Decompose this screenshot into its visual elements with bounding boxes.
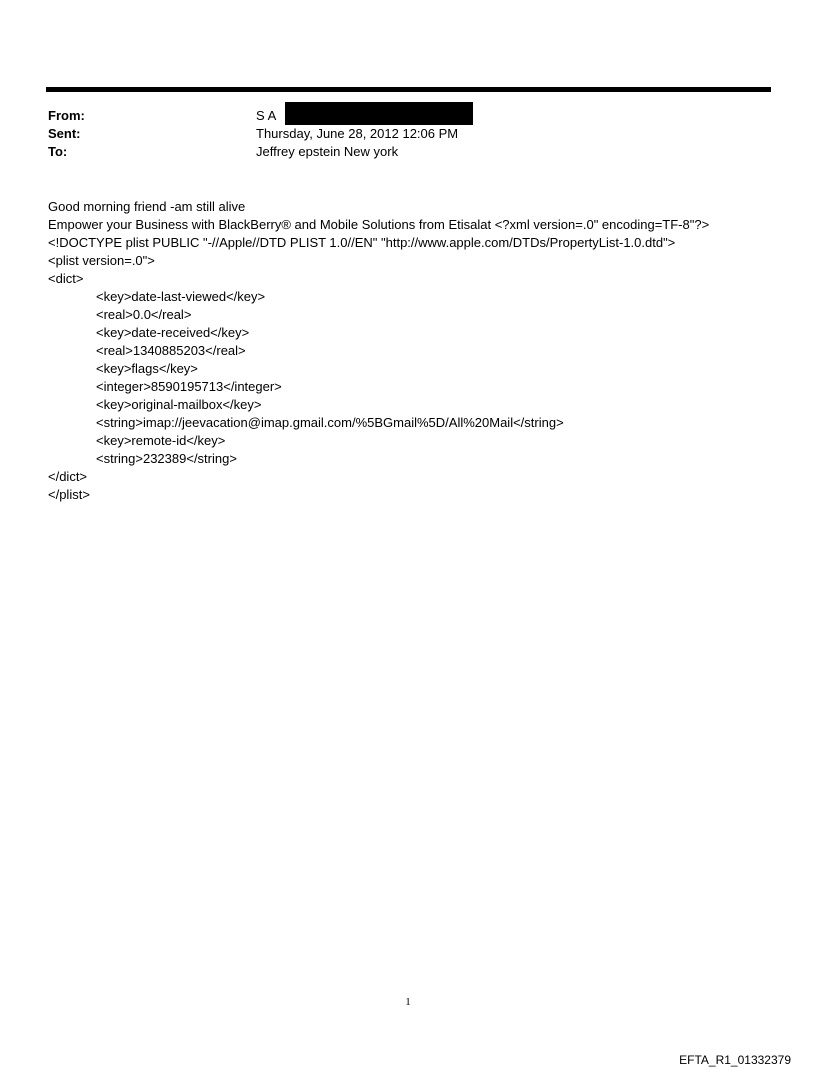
sent-value: Thursday, June 28, 2012 12:06 PM [256,126,459,141]
body-line: <integer>8590195713</integer> [96,379,282,394]
message-body [48,198,778,504]
body-line: <key>original-mailbox</key> [96,397,262,412]
body-line: <key>remote-id</key> [96,433,226,448]
to-value: Jeffrey epstein New york [256,144,399,159]
body-line: Good morning friend -am still alive [48,199,246,214]
body-line: <plist version=.0"> [48,253,155,268]
body-line: <key>date-last-viewed</key> [96,289,266,304]
body-line: </plist> [48,487,90,502]
from-value: S A [256,108,277,123]
document-id: EFTA_R1_01332379 [679,1053,791,1067]
page-number: 1 [405,996,411,1008]
to-label: To: [48,144,68,159]
body-line: <!DOCTYPE plist PUBLIC "-//Apple//DTD PLIST 1.0//EN" "http://www.apple.com/DTDs/PropertyList-1.0.dtd"> [48,235,676,250]
body-line: </dict> [48,469,88,484]
body-line: Empower your Business with BlackBerry® and Mobile Solutions from Etisalat <?xml version=.0" encoding=TF-8"?> [48,217,710,232]
header-rule [46,87,771,92]
sent-label: Sent: [48,126,81,141]
from-label: From: [48,108,85,123]
body-line: <key>date-received</key> [96,325,250,340]
body-line: <string>imap://jeevacation@imap.gmail.com/%5BGmail%5D/All%20Mail</string> [96,415,564,430]
body-line: <string>232389</string> [96,451,237,466]
body-line: <dict> [48,271,84,286]
body-line: <real>1340885203</real> [96,343,246,358]
body-line: <key>flags</key> [96,361,198,376]
body-line: <real>0.0</real> [96,307,192,322]
redaction-box [285,102,473,125]
